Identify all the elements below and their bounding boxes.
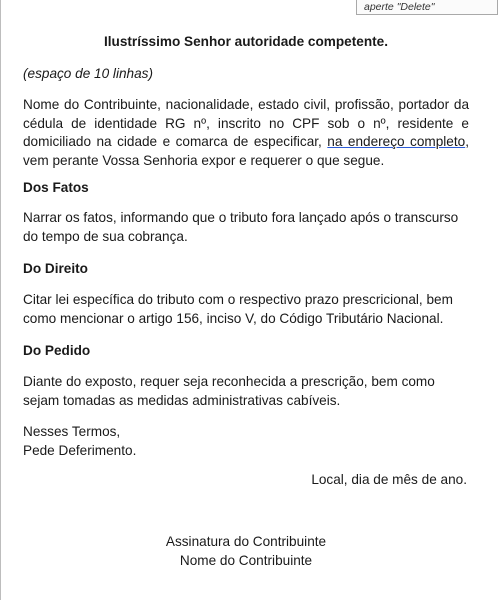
signature-line: Assinatura do Contribuinte: [165, 534, 327, 549]
intro-text-part2: , vem perante Vossa Senhoria expor e requerer o que segue.: [23, 134, 469, 168]
section-heading-direito: Do Direito: [23, 261, 88, 276]
closing-block: [23, 423, 469, 460]
intro-paragraph: [23, 96, 469, 170]
local-date-line: Local, dia de mês de ano.: [311, 472, 467, 487]
section-heading-fatos: Dos Fatos: [23, 180, 89, 195]
signature-block: [23, 533, 469, 570]
closing-line-1: Nesses Termos,: [23, 424, 121, 439]
section-text-fatos: Narrar os fatos, informando que o tributo fora lançado após o transcurso do tempo de sua cobrança.: [23, 210, 459, 244]
address-placeholder: na endereço completo: [327, 134, 466, 150]
delete-hint-tooltip: [356, 0, 498, 15]
delete-hint-text: aperte "Delete": [364, 1, 435, 13]
section-text-direito: Citar lei específica do tributo com o respectivo prazo prescricional, bem como mencionar o artigo 156, inciso V, do Código Tributário Nacional.: [23, 292, 453, 326]
signer-name: Nome do Contribuinte: [179, 552, 313, 568]
intro-text-part1: Nome do Contribuinte, nacionalidade, estado civil, profissão, portador da cédula de identidade RG nº, inscrito no CPF sob o nº, residente e domiciliado na cidade e comarca de especificar,: [23, 97, 469, 150]
closing-line-2: Pede Deferimento.: [23, 442, 137, 458]
document-title: Ilustríssimo Senhor autoridade competente.: [103, 34, 388, 49]
section-heading-pedido: Do Pedido: [23, 343, 91, 358]
spacing-note: (espaço de 10 linhas): [23, 66, 153, 81]
page-left-border: [0, 0, 1, 600]
section-text-pedido: Diante do exposto, requer seja reconhecida a prescrição, bem como sejam tomadas as medidas administrativas cabíveis.: [23, 374, 435, 408]
